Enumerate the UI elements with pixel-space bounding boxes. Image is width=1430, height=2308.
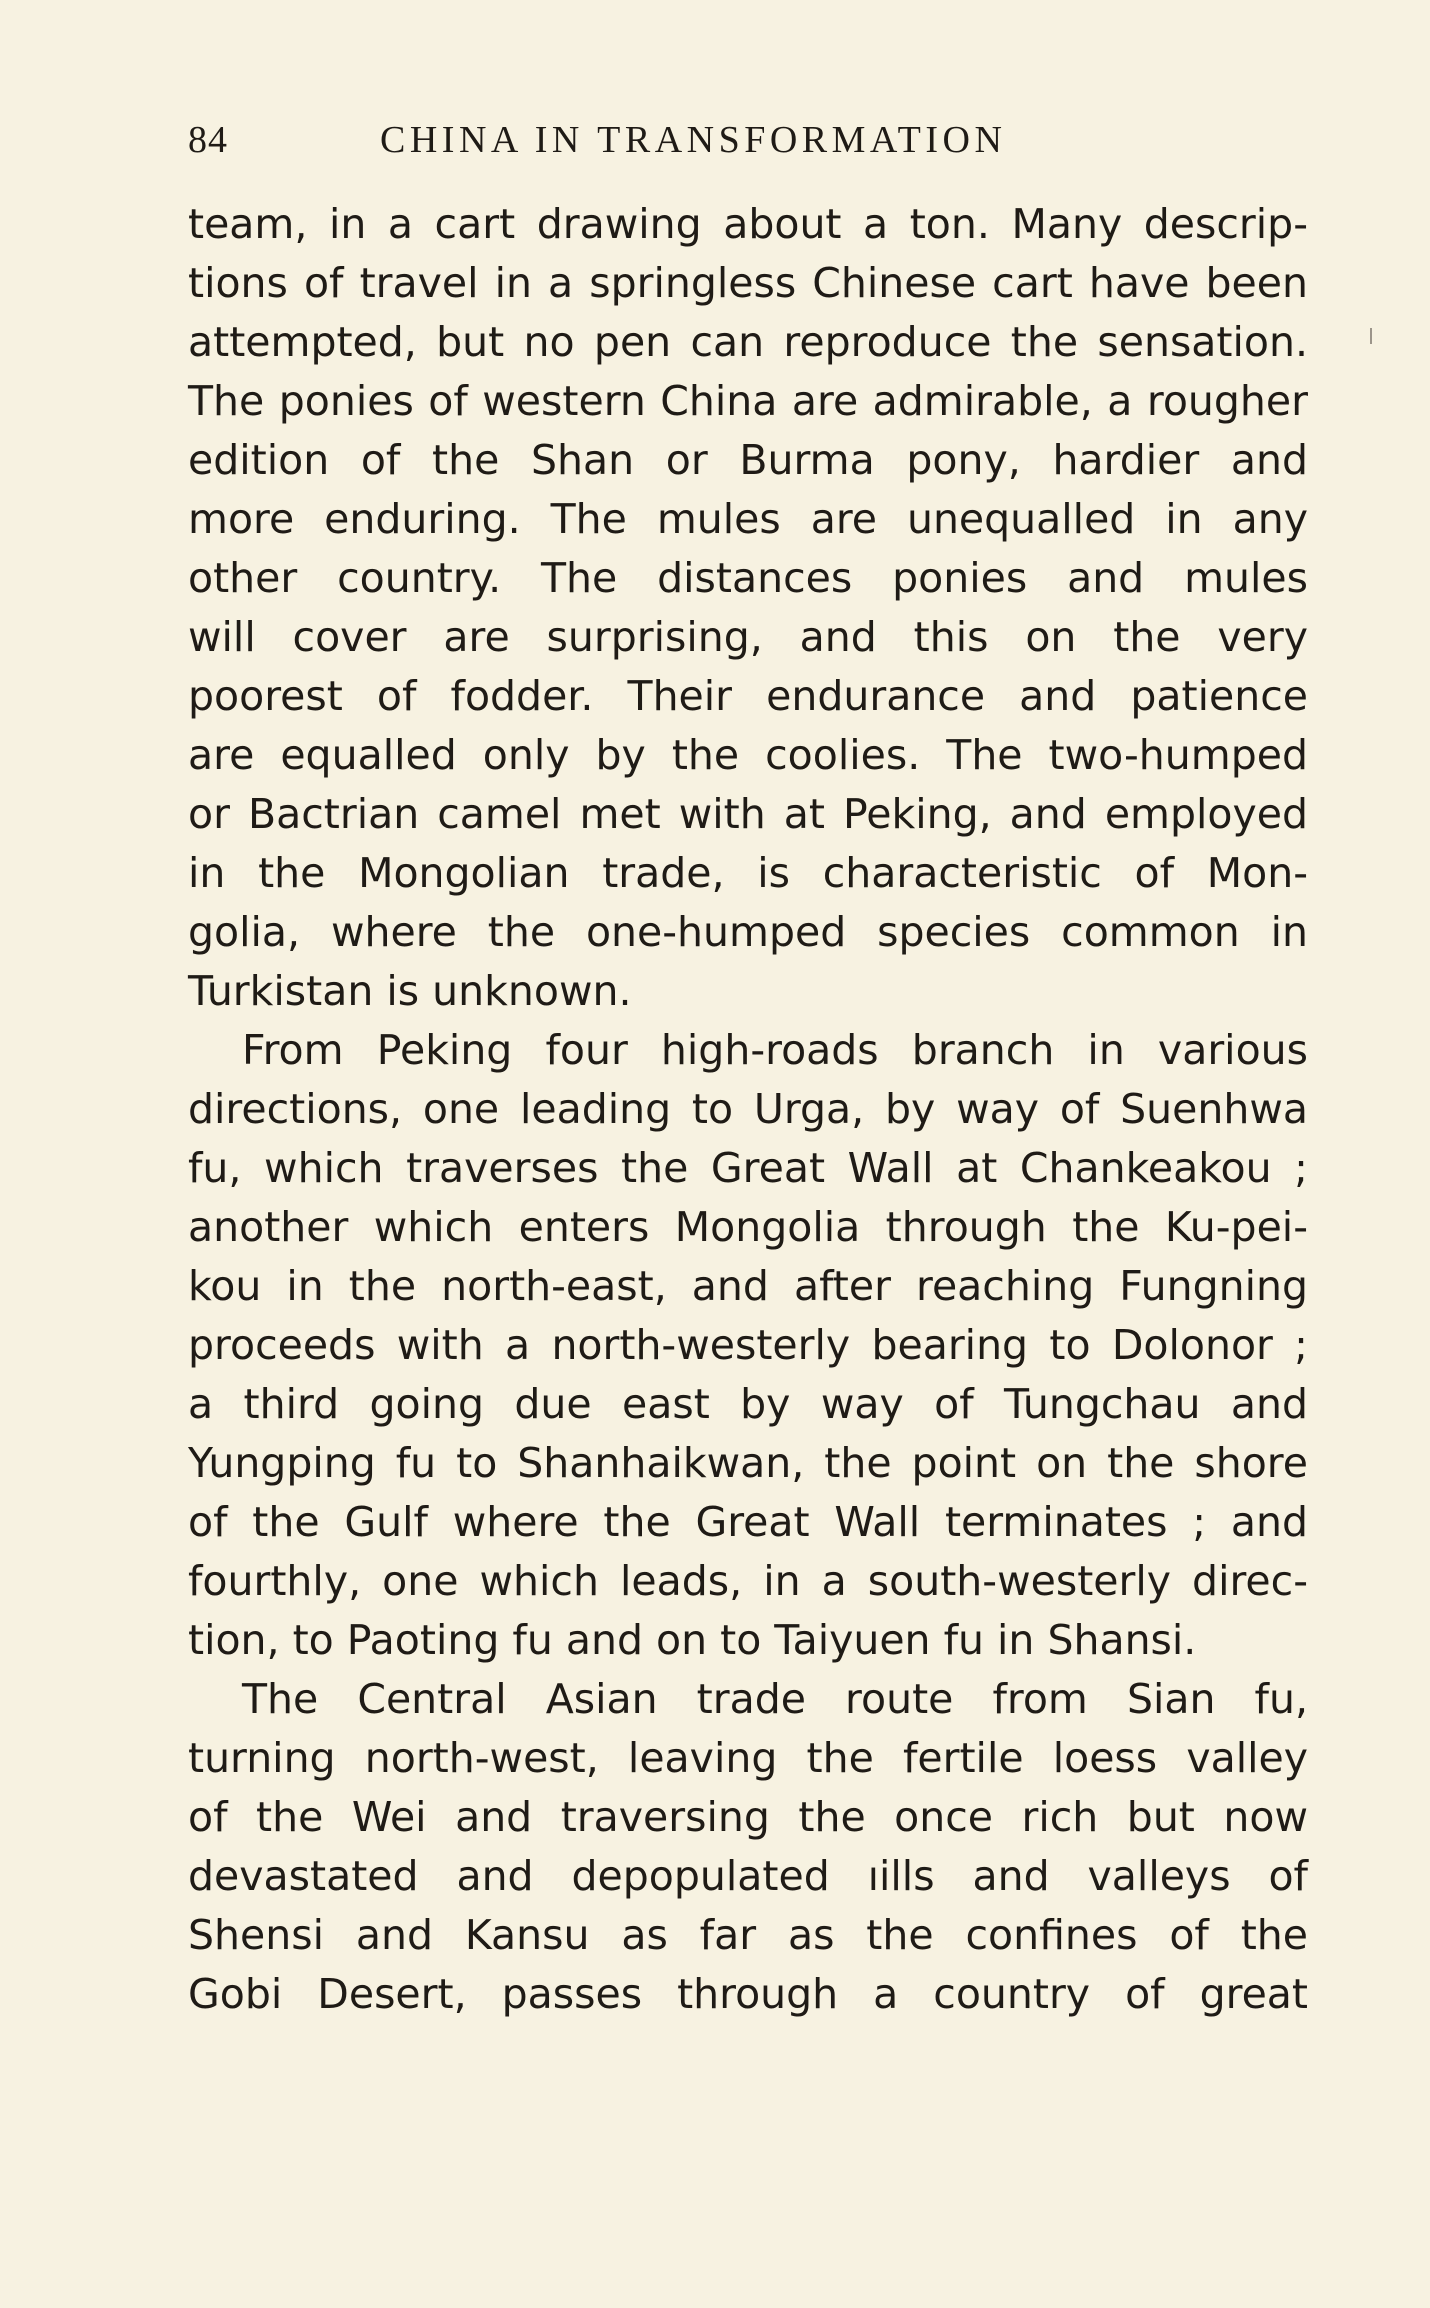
page-header bbox=[188, 118, 1308, 168]
text-line: fourthly, one which leads, in a south-westerly direc- bbox=[188, 1557, 1308, 1605]
text-line: Shensi and Kansu as far as the confines of the bbox=[188, 1911, 1308, 1959]
text-line: Yungping fu to Shanhaikwan, the point on the shore bbox=[188, 1439, 1308, 1487]
text-line: other country. The distances ponies and mules bbox=[188, 554, 1308, 602]
text-line: a third going due east by way of Tungchau and bbox=[188, 1380, 1308, 1428]
text-line: turning north-west, leaving the fertile loess valley bbox=[188, 1734, 1308, 1782]
text-line: fu, which traverses the Great Wall at Chankeakou ; bbox=[188, 1144, 1308, 1192]
text-line: attempted, but no pen can reproduce the sensation. bbox=[188, 318, 1308, 366]
text-line: or Bactrian camel met with at Peking, and employed bbox=[188, 790, 1308, 838]
running-title: CHINA IN TRANSFORMATION bbox=[380, 119, 1007, 161]
text-line: another which enters Mongolia through the Ku-pei- bbox=[188, 1203, 1308, 1251]
text-line: in the Mongolian trade, is characteristic of Mon- bbox=[188, 849, 1308, 897]
text-line: Gobi Desert, passes through a country of great bbox=[188, 1970, 1308, 2018]
body-text bbox=[188, 195, 1308, 2024]
margin-mark bbox=[1370, 328, 1372, 344]
text-line: team, in a cart drawing about a ton. Many descrip- bbox=[188, 200, 1308, 248]
text-line: are equalled only by the coolies. The two-humped bbox=[188, 731, 1308, 779]
text-line: edition of the Shan or Burma pony, hardier and bbox=[188, 436, 1308, 484]
page-number: 84 bbox=[188, 119, 228, 161]
text-line: of the Gulf where the Great Wall terminates ; and bbox=[188, 1498, 1308, 1546]
text-line: proceeds with a north-westerly bearing to Dolonor ; bbox=[188, 1321, 1308, 1369]
text-line: tions of travel in a springless Chinese cart have been bbox=[188, 259, 1308, 307]
text-line: more enduring. The mules are unequalled in any bbox=[188, 495, 1308, 543]
paragraph-end-line: tion, to Paoting fu and on to Taiyuen fu in Shansi. bbox=[188, 1616, 1197, 1664]
paragraph-start-line: The Central Asian trade route from Sian fu, bbox=[242, 1675, 1308, 1723]
text-line: golia, where the one-humped species common in bbox=[188, 908, 1308, 956]
text-line: devastated and depopulated ıills and valleys of bbox=[188, 1852, 1308, 1900]
text-line: will cover are surprising, and this on the very bbox=[188, 613, 1308, 661]
text-line: of the Wei and traversing the once rich but now bbox=[188, 1793, 1308, 1841]
text-line: kou in the north-east, and after reaching Fungning bbox=[188, 1262, 1308, 1310]
text-line: The ponies of western China are admirable, a rougher bbox=[188, 377, 1308, 425]
paragraph-end-line: Turkistan is unknown. bbox=[188, 967, 632, 1015]
paragraph-start-line: From Peking four high-roads branch in various bbox=[242, 1026, 1308, 1074]
text-line: poorest of fodder. Their endurance and patience bbox=[188, 672, 1308, 720]
text-line: directions, one leading to Urga, by way of Suenhwa bbox=[188, 1085, 1308, 1133]
